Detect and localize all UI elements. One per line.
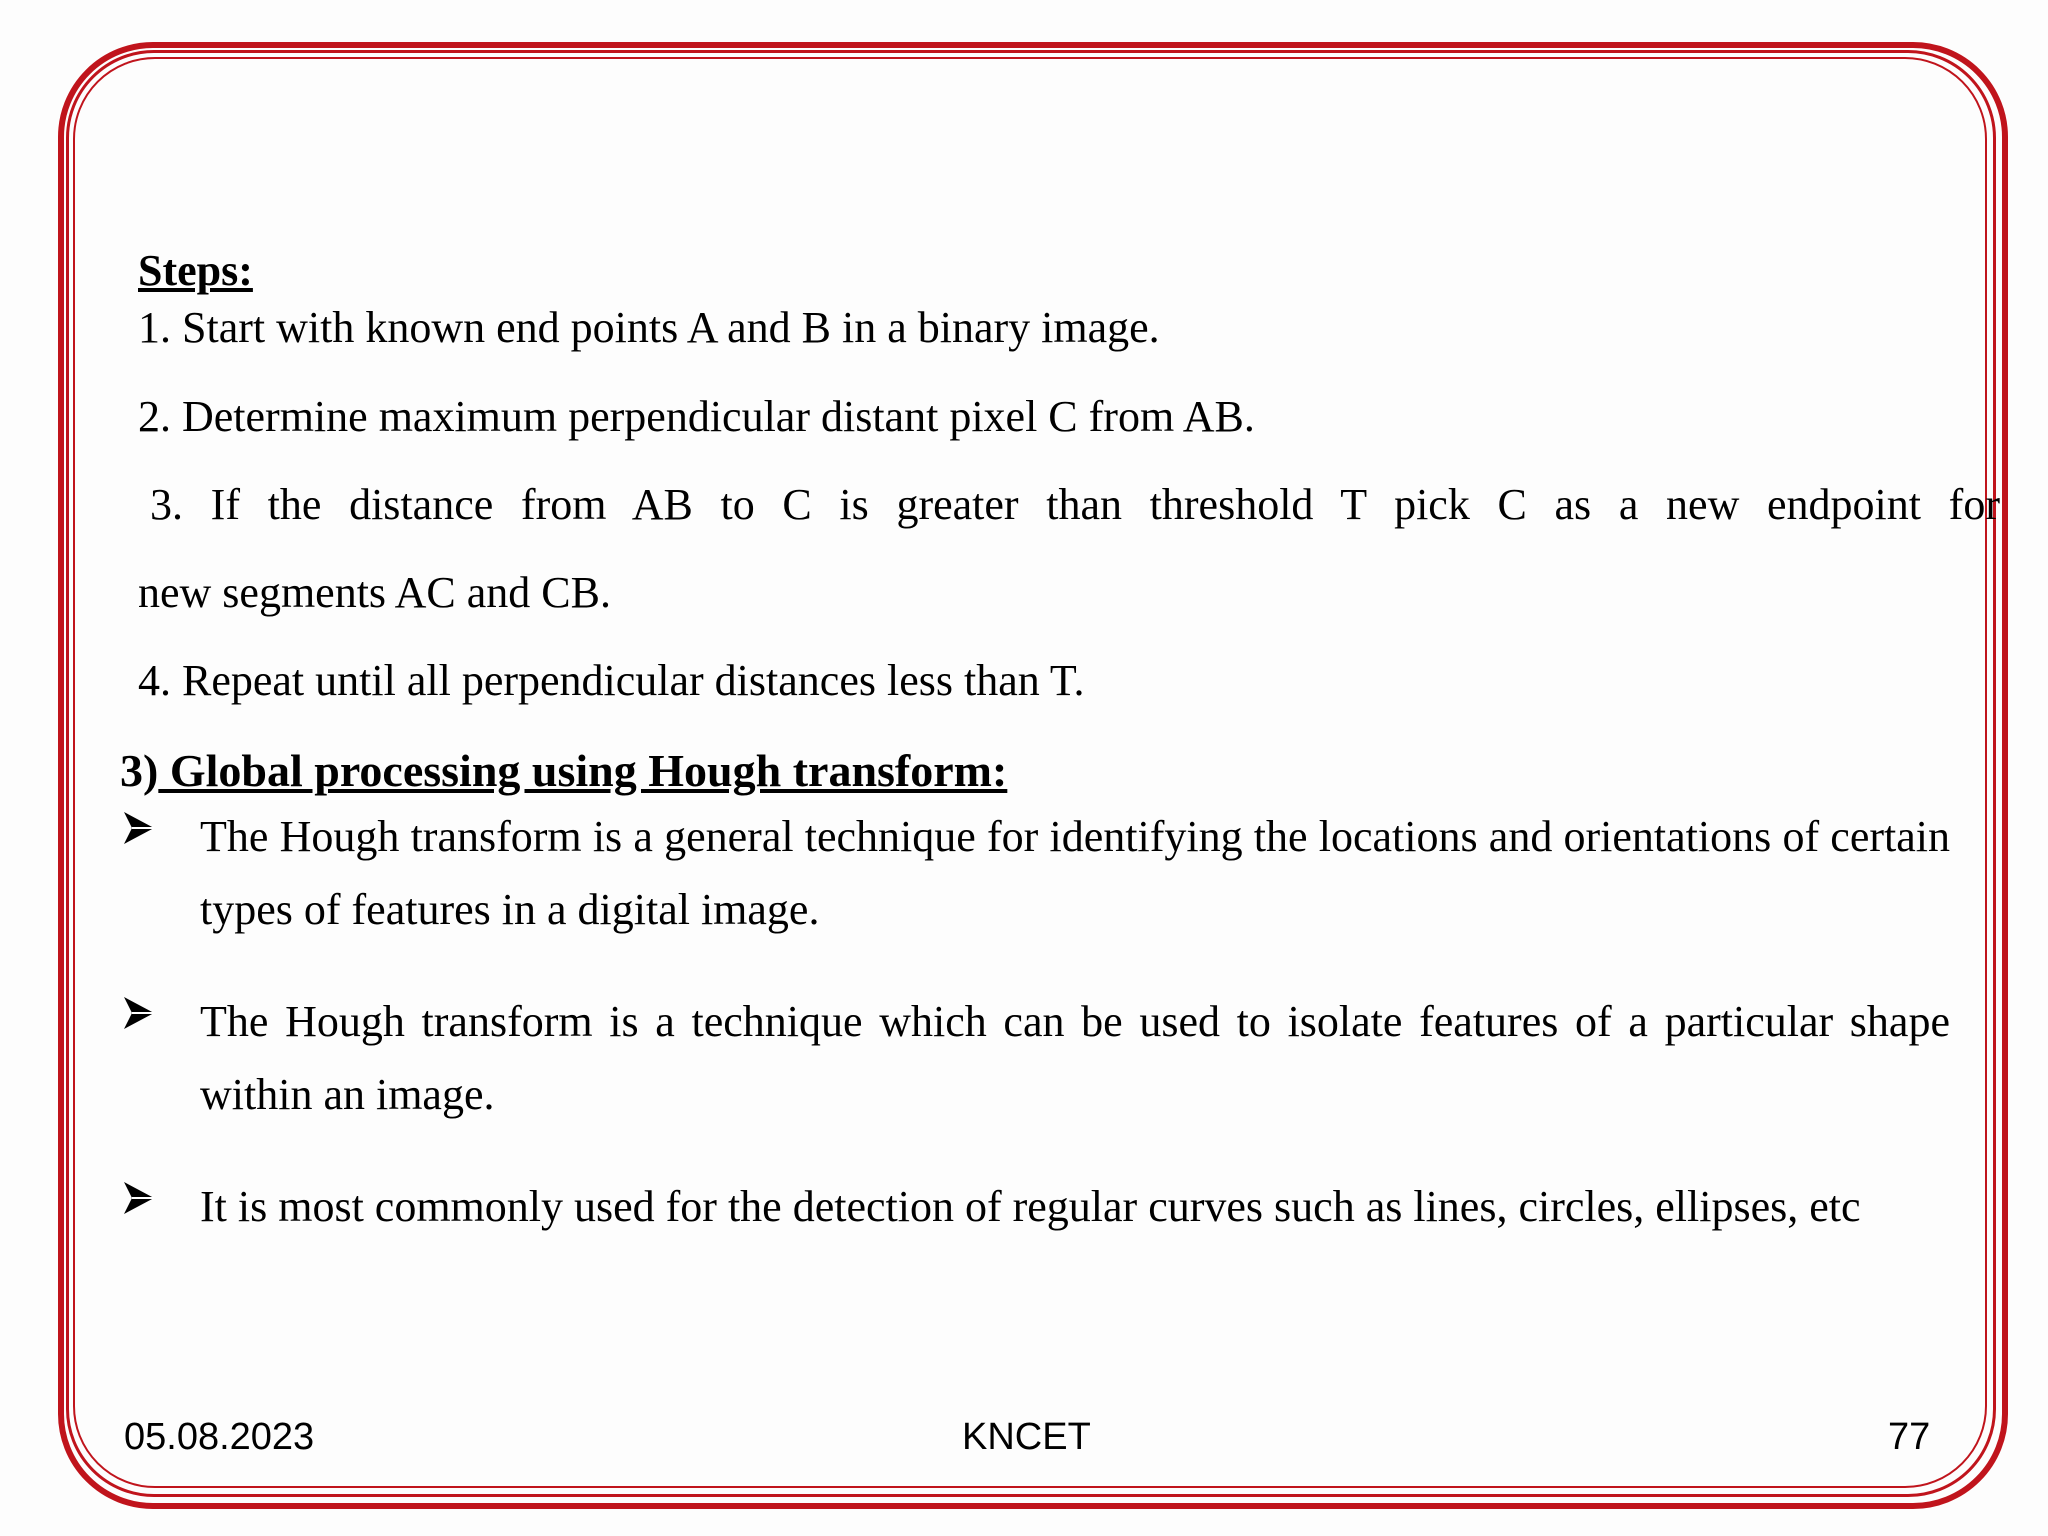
- section-title: Global processing using Hough transform:: [158, 745, 1008, 796]
- arrowhead-bullet-icon: [120, 808, 160, 848]
- arrowhead-bullet-icon: [120, 1178, 160, 1218]
- footer-date: 05.08.2023: [124, 1416, 315, 1458]
- step-3: 3. If the distance from AB to C is greater than threshold T pick C as a new endpoint for: [150, 480, 2000, 529]
- step-3-continuation: new segments AC and CB.: [138, 568, 611, 617]
- step-1: 1. Start with known end points A and B in a binary image.: [138, 303, 1160, 352]
- footer-institution: KNCET: [962, 1416, 1091, 1458]
- page-number: 77: [1888, 1416, 1931, 1458]
- arrowhead-bullet-icon: [120, 993, 160, 1033]
- bullet-text: The Hough transform is a technique which can be used to isolate features of a particular shape within an image.: [200, 997, 1950, 1119]
- step-4: 4. Repeat until all perpendicular distances less than T.: [138, 656, 1085, 705]
- section-number: 3): [120, 745, 159, 796]
- section-heading: [120, 745, 1007, 797]
- step-2: 2. Determine maximum perpendicular distant pixel C from AB.: [138, 392, 1255, 441]
- steps-heading: Steps:: [138, 246, 253, 295]
- bullet-text: The Hough transform is a general technique for identifying the locations and orientations of certain types of features in a digital image.: [200, 812, 1950, 934]
- bullet-text: It is most commonly used for the detection of regular curves such as lines, circles, ellipses, etc: [200, 1182, 1861, 1231]
